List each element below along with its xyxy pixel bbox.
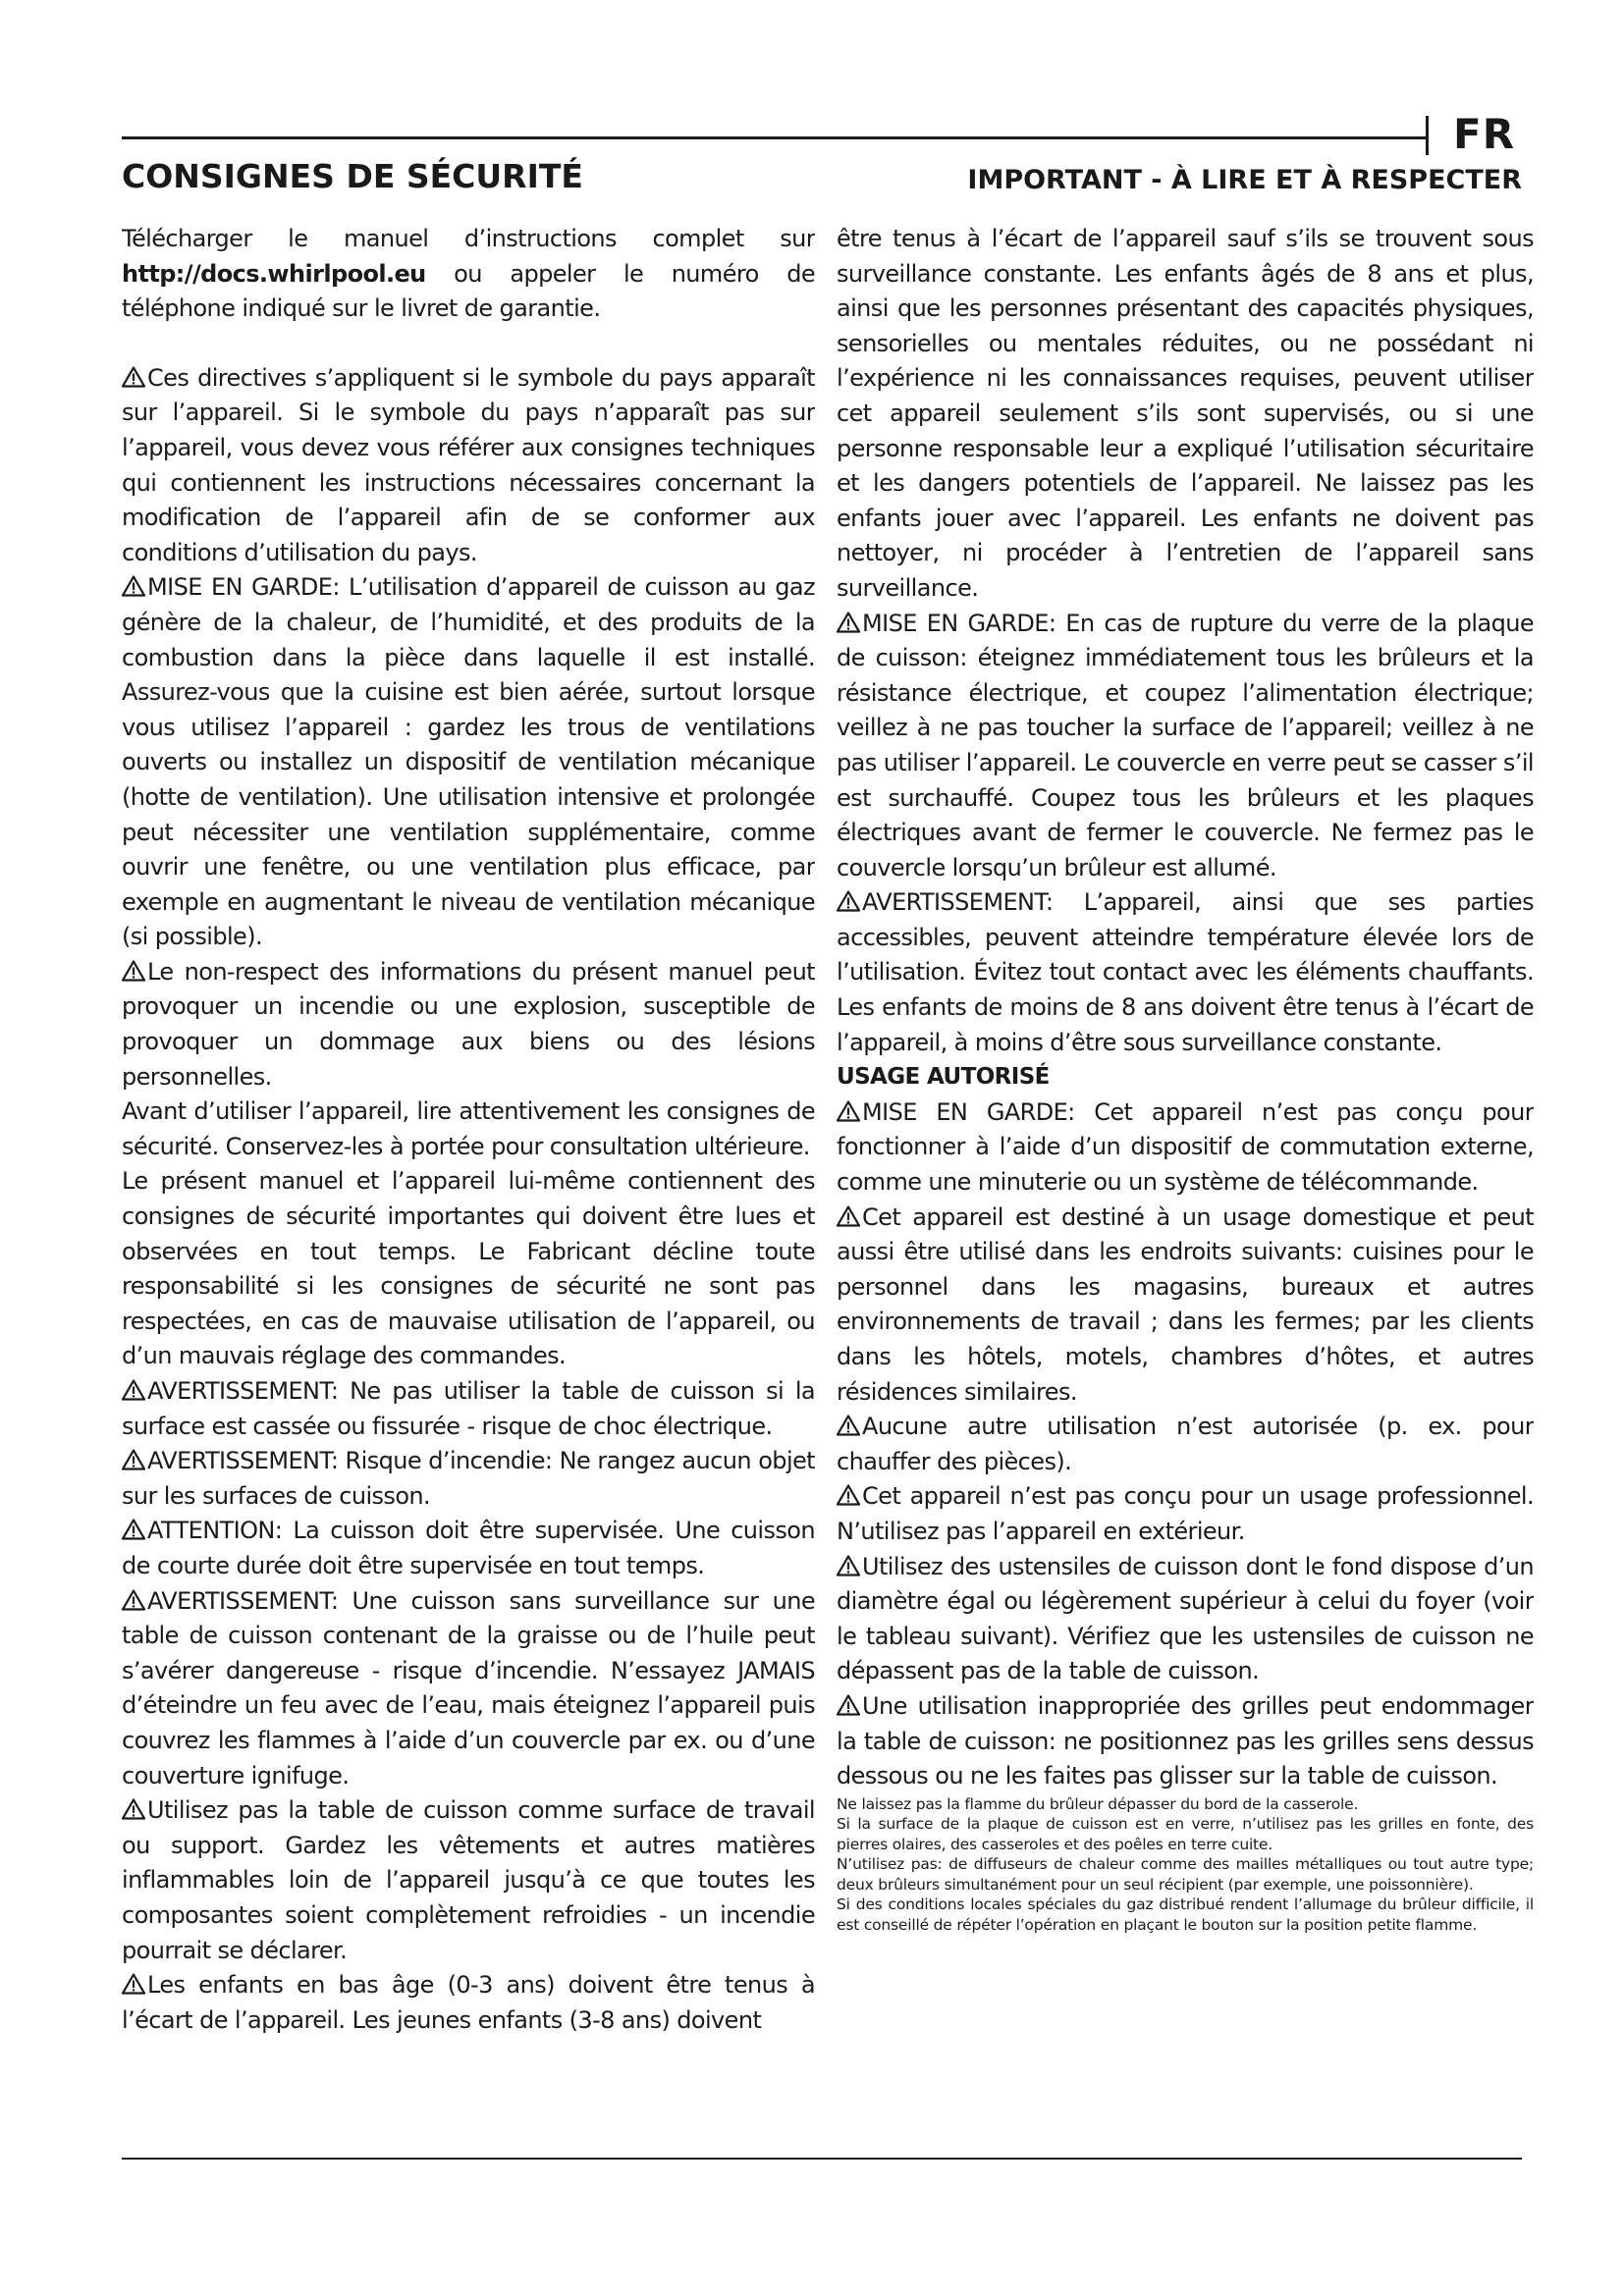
small-print-notes xyxy=(837,1794,1534,1936)
warning-icon xyxy=(122,1589,145,1611)
warning-icon xyxy=(837,1205,860,1227)
glass-surface-note: Si la surface de la plaque de cuisson est en verre, n’utilisez pas les grilles en fonte, des pierres olaires, des casseroles et des poêles en terre cuite. xyxy=(837,1815,1534,1853)
broken-surface-warning: AVERTISSEMENT: Ne pas utiliser la table de cuisson si la surface est cassée ou fissurée - risque de choc électrique. xyxy=(122,1377,815,1440)
section-heading-authorized-use: USAGE AUTORISÉ xyxy=(837,1064,1050,1091)
fire-risk-warning: AVERTISSEMENT: Risque d’incendie: Ne rangez aucun objet sur les surfaces de cuisson. xyxy=(122,1447,815,1510)
unattended-cooking-warning: AVERTISSEMENT: Une cuisson sans surveillance sur une table de cuisson contenant de la graisse ou de l’huile peut s’avérer dangereuse - risque d’incendie. N’essayez JAMAIS d’éteindre un feu avec de l’eau, mais éteignez l’appareil puis couvrez les flammes à l’aide d’un couvercle par ex. ou d’une couverture ignifuge. xyxy=(122,1586,815,1789)
page-title: CONSIGNES DE SÉCURITÉ xyxy=(122,157,583,195)
country-symbol-paragraph: Ces directives s’appliquent si le symbole du pays apparaît sur l’appareil. Si le symbole du pays n’apparaît pas sur l’appareil, vous devez vous référer aux consignes techniques qui contiennent les instructions nécessaires concernant la modification de l’appareil afin de se conformer aux conditions d’utilisation du pays. xyxy=(122,363,815,566)
header-tick xyxy=(1426,116,1429,155)
manual-url-link[interactable]: http://docs.whirlpool.eu xyxy=(122,259,426,288)
warning-icon xyxy=(837,890,860,912)
footer-rule xyxy=(122,2158,1522,2160)
manufacturer-liability-paragraph: Le présent manuel et l’appareil lui-même contiennent des consignes de sécurité importantes qui doivent être lues et observées en tout temps. Le Fabricant décline toute responsabilité si les consignes de sécurité ne sont pas respectées, en cas de mauvaise utilisation de l’appareil, ou d’un mauvais réglage des commandes. xyxy=(122,1167,815,1370)
flame-edge-note: Ne laissez pas la flamme du brûleur dépasser du bord de la casserole. xyxy=(837,1794,1359,1813)
warning-icon xyxy=(122,1798,145,1820)
language-code: FR xyxy=(1453,110,1516,158)
fire-explosion-warning: Le non-respect des informations du présent manuel peut provoquer un incendie ou une explosion, susceptible de provoquer un dommage aux biens ou des lésions personnelles. xyxy=(122,957,815,1091)
supervision-caution: ATTENTION: La cuisson doit être supervisée. Une cuisson de courte durée doit être supervisée en tout temps. xyxy=(122,1517,815,1579)
right-column xyxy=(837,222,1534,2146)
not-professional-paragraph: Cet appareil n’est pas conçu pour un usage professionnel. N’utilisez pas l’appareil en extérieur. xyxy=(837,1482,1534,1545)
warning-icon xyxy=(122,960,145,982)
diffusers-note: N’utilisez pas: de diffuseurs de chaleur comme des mailles métalliques ou tout autre type; deux brûleurs simultanément pour un seul récipient (par exemple, une poissonnière). xyxy=(837,1855,1534,1894)
work-surface-warning: Utilisez pas la table de cuisson comme surface de travail ou support. Gardez les vêtements et autres matières inflammables loin de l’appareil jusqu’à ce que toutes les composantes soient complètement refroidies - un incendie pourrait se déclarer. xyxy=(122,1796,815,1964)
warning-icon xyxy=(837,1694,860,1716)
warning-icon xyxy=(122,575,145,597)
warning-icon xyxy=(837,1415,860,1436)
warning-icon xyxy=(837,1100,860,1122)
external-switch-warning: MISE EN GARDE: Cet appareil n’est pas conçu pour fonctionner à l’aide d’un dispositif de commutation externe, comme une minuterie ou un système de télécommande. xyxy=(837,1097,1534,1197)
domestic-use-paragraph: Cet appareil est destiné à un usage domestique et peut aussi être utilisé dans les endroits suivants: cuisines pour le personnel dans les magasins, bureaux et autres environnements de travail ; dans les fermes; par les clients dans les hôtels, motels, chambres d’hôtes, et autres résidences similaires. xyxy=(837,1202,1534,1406)
warning-icon xyxy=(122,366,145,388)
warning-icon xyxy=(837,1484,860,1506)
page-subtitle: IMPORTANT - À LIRE ET À RESPECTER xyxy=(967,165,1522,195)
ignition-note: Si des conditions locales spéciales du gaz distribué rendent l’allumage du brûleur difficile, il est conseillé de répéter l’opération en plaçant le bouton sur la position petite flamme. xyxy=(837,1896,1534,1934)
cookware-size-paragraph: Utilisez des ustensiles de cuisson dont le fond dispose d’un diamètre égal ou légèrement supérieur à celui du foyer (voir le tableau suivant). Vérifiez que les ustensiles de cuisson ne dépassent pas de la table de cuisson. xyxy=(837,1552,1534,1685)
intro-paragraph: Télécharger le manuel d’instructions complet sur http://docs.whirlpool.eu ou appeler le numéro de téléphone indiqué sur le livret de garantie. xyxy=(122,225,815,323)
warning-icon xyxy=(837,1555,860,1576)
children-continued-paragraph: être tenus à l’écart de l’appareil sauf s’ils se trouvent sous surveillance constante. Les enfants âgés de 8 ans et plus, ainsi que les personnes présentant des capacités physiques, sensorielles ou mentales réduites, ou ne possédant ni l’expérience ni les connaissances requises, peuvent utiliser cet appareil seulement s’ils sont supervisés, ou si une personne responsable leur a expliqué l’utilisation sécuritaire et les dangers potentiels de l’appareil. Ne laissez pas les enfants jouer avec l’appareil. Les enfants ne doivent pas nettoyer, ni procéder à l’entretien de l’appareil sans surveillance. xyxy=(837,225,1534,602)
warning-icon xyxy=(122,1519,145,1540)
no-other-use-paragraph: Aucune autre utilisation n’est autorisée (p. ex. pour chauffer des pièces). xyxy=(837,1413,1534,1475)
hot-surfaces-warning: AVERTISSEMENT: L’appareil, ainsi que ses parties accessibles, peuvent atteindre température élevée lors de l’utilisation. Évitez tout contact avec les éléments chauffants. Les enfants de moins de 8 ans doivent être tenus à l’écart de l’appareil, à moins d’être sous surveillance constante. xyxy=(837,888,1534,1056)
children-warning: Les enfants en bas âge (0-3 ans) doivent être tenus à l’écart de l’appareil. Les jeunes enfants (3-8 ans) doivent xyxy=(122,1971,815,2034)
warning-icon xyxy=(837,612,860,633)
ventilation-warning: MISE EN GARDE: L’utilisation d’appareil de cuisson au gaz génère de la chaleur, de l’humidité, et des produits de la combustion dans la pièce dans laquelle il est installé. Assurez-vous que la cuisine est bien aérée, surtout lorsque vous utilisez l’appareil : gardez les trous de ventilations ouverts ou installez un dispositif de ventilation mécanique (hotte de ventilation). Une utilisation intensive et prolongée peut nécessiter une ventilation supplémentaire, comme ouvrir une fenêtre, ou une ventilation plus efficace, par exemple en augmentant le niveau de ventilation mécanique (si possible). xyxy=(122,573,815,951)
warning-icon xyxy=(122,1973,145,1995)
grids-use-paragraph: Une utilisation inappropriée des grilles peut endommager la table de cuisson: ne positionnez pas les grilles sens dessus dessous ou ne les faites pas glisser sur la table de cuisson. xyxy=(837,1691,1534,1790)
warning-icon xyxy=(122,1379,145,1401)
glass-breakage-warning: MISE EN GARDE: En cas de rupture du verre de la plaque de cuisson: éteignez immédiatement tous les brûleurs et la résistance électrique, et coupez l’alimentation électrique; veillez à ne pas toucher la surface de l’appareil; veillez à ne pas utiliser l’appareil. Le couvercle en verre peut se casser s’il est surchauffé. Coupez tous les brûleurs et les plaques électriques avant de fermer le couvercle. Ne fermez pas le couvercle lorsqu’un brûleur est allumé. xyxy=(837,609,1534,881)
left-column xyxy=(122,222,815,2146)
header-rule xyxy=(122,136,1428,139)
warning-icon xyxy=(122,1449,145,1470)
read-before-use-paragraph: Avant d’utiliser l’appareil, lire attentivement les consignes de sécurité. Conservez-les à portée pour consultation ultérieure. xyxy=(122,1097,815,1160)
